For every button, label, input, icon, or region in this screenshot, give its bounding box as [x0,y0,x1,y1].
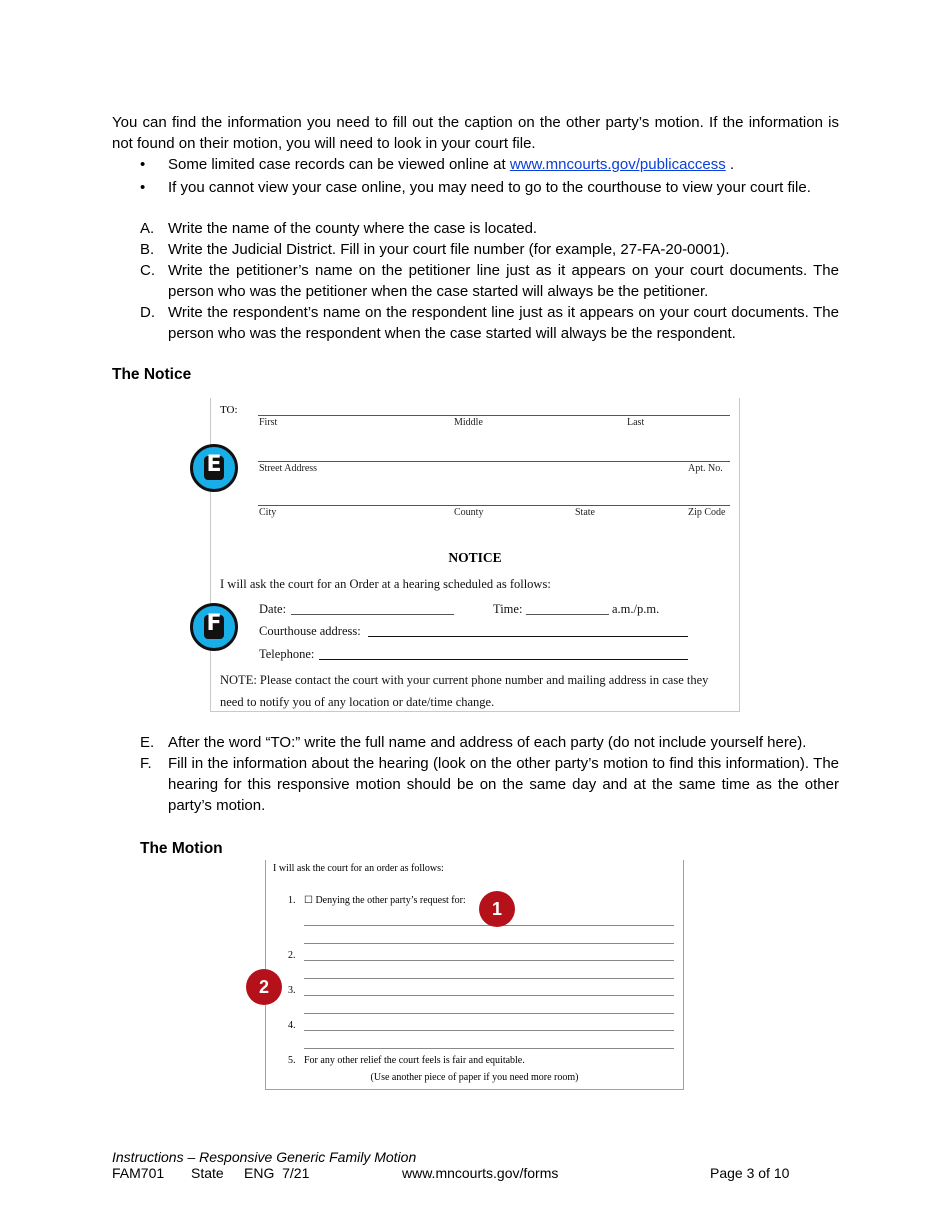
bullet-dot: • [140,179,146,196]
footer-page-number: Page 3 of 10 [710,1165,790,1181]
date-label: Date: [259,602,287,616]
step-letter: F. [140,755,152,772]
more-room-note: (Use another piece of paper if you need more room) [370,1072,579,1083]
zip-label: Zip Code [688,507,726,518]
notice-form-sample [210,398,740,712]
last-label: Last [627,417,645,428]
item-2-number: 2. [288,950,296,961]
item-3-number: 3. [288,985,296,996]
blank-line [304,1013,674,1014]
state-label: State [575,507,595,518]
blank-line [304,995,674,996]
note-text: NOTE: Please contact the court with your current phone number and mailing address in case they need to notify you of any location or date/time change. [220,673,709,709]
item-5-number: 5. [288,1055,296,1066]
step-text: Write the Judicial District. Fill in your court file number (for example, 27-FA-20-0001). [168,241,730,258]
step-d [140,302,839,344]
footer-lang-date: ENG 7/21 [244,1165,310,1181]
step-letter: B. [140,241,155,258]
step-text: After the word “TO:” write the full name and address of each party (do not include yourself here). [168,734,807,751]
blank-line [304,943,674,944]
step-c [140,260,839,302]
footer-url: www.mncourts.gov/forms [402,1165,559,1181]
blank-line [304,1030,674,1031]
item-5-text: For any other relief the court feels is fair and equitable. [304,1055,525,1066]
telephone-label: Telephone: [259,647,315,661]
step-text: Write the respondent’s name on the respondent line just as it appears on your court documents. The person who was the respondent when the case started will always be the respondent. [168,304,839,342]
marker-2-icon: 2 [246,969,282,1005]
footer-form-id: FAM701 [112,1165,165,1181]
motion-intro: I will ask the court for an order as follows: [273,863,444,874]
step-letter: A. [140,220,155,237]
public-access-link[interactable]: www.mncourts.gov/publicaccess [509,156,726,173]
footer-title: Instructions – Responsive Generic Family Motion [112,1149,417,1165]
bullet-dot: • [140,156,146,173]
step-text: Write the petitioner’s name on the petitioner line just as it appears on your court documents. The person who was the petitioner when the case started will always be the petitioner. [168,262,839,300]
step-e [140,732,839,753]
intro-paragraph: You can find the information you need to fill out the caption on the other party’s motion. If the information is not found on their motion, you will need to look in your court file. [112,114,839,152]
notice-heading: The Notice [112,366,192,383]
hearing-line: I will ask the court for an Order at a hearing scheduled as follows: [220,577,551,591]
item-1-number: 1. [288,895,296,906]
to-label: TO: [220,404,238,416]
marker-1-icon: 1 [479,891,515,927]
blank-line [304,978,674,979]
motion-form-sample [265,860,684,1090]
motion-heading: The Motion [140,840,223,857]
step-b [140,239,839,260]
name-line [258,415,730,416]
step-text: Fill in the information about the hearing (look on the other party’s motion to find this information). The hearing for this responsive motion should be on the same day and at the same time as the other party’s motion. [168,755,839,814]
bullet-text-end: . [725,156,735,173]
courthouse-line [368,636,688,637]
first-label: First [259,417,278,428]
marker-e-icon: E [190,444,238,492]
apt-label: Apt. No. [688,463,723,474]
step-f [140,753,839,816]
blank-line [304,960,674,961]
bullet-text: Some limited case records can be viewed online at [168,156,510,173]
county-label: County [454,507,484,518]
blank-line [304,1048,674,1049]
step-letter: D. [140,304,155,321]
ampm-label: a.m./p.m. [612,602,660,616]
bullet-text: If you cannot view your case online, you may need to go to the courthouse to view your court file. [168,179,811,196]
item-4-number: 4. [288,1020,296,1031]
street-address-label: Street Address [259,463,318,474]
time-line [526,614,609,615]
address-line [258,461,730,462]
telephone-line [319,659,688,660]
time-label: Time: [493,602,523,616]
item-1-text: ☐ Denying the other party’s request for: [304,895,466,906]
date-line [291,614,454,615]
middle-label: Middle [454,417,483,428]
city-line [258,505,730,506]
footer-state: State [191,1165,224,1181]
city-label: City [259,507,277,518]
step-letter: E. [140,734,155,751]
step-letter: C. [140,262,155,279]
marker-f-icon: F [190,603,238,651]
notice-title: NOTICE [448,550,502,565]
step-a [140,218,839,239]
step-text: Write the name of the county where the case is located. [168,220,538,237]
courthouse-label: Courthouse address: [259,624,361,638]
